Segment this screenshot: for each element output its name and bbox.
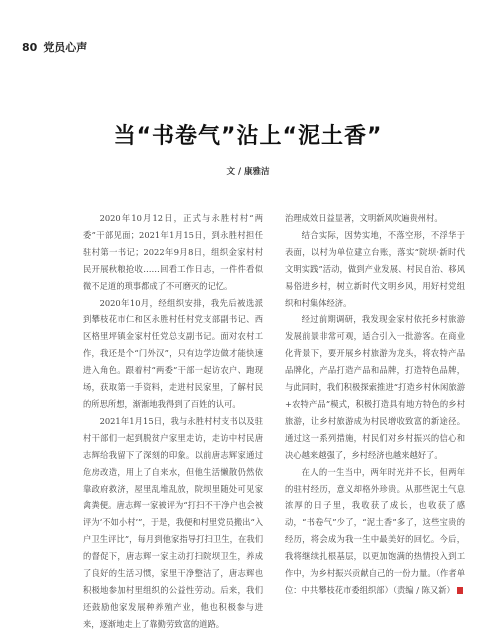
page-number: 80 [22,41,38,54]
paragraph: 治理成效日益显著，文明新风吹遍贵州村。 [285,213,443,223]
end-mark-icon [457,587,463,594]
page-header [22,39,87,55]
paragraph: 2021年1月15日，我与永胜村村支书以及驻村干部们一起到脱贫户家里走访，走访中村民唐志辉给我留下了深刻的印象。以前唐志辉家通过危房改造，用上了自来水，但他生活懒散仍然依靠政府救济，屋里乱堆乱放，院坝里随处可见家禽粪便。唐志辉一家被评为“打扫不干净户也会被评为‘不如小村’”，于是，我便和村里党员搬出“入户卫生评比”，每月到他家指导打扫卫生，在我们的督促下，唐志辉一家主动打扫院坝卫生，养成了良好的生活习惯，家里干净整洁了，唐志辉也积极地参加村里组织的公益性劳动。后来，我们还鼓励他家发展种养殖产业，他也积极参与进来，逐渐地走上了靠勤劳致富的道路。 [83,415,263,629]
column-name: 党员心声 [43,41,88,54]
left-column [83,210,263,633]
paragraph: 结合实际，因势实地，不落空形，不浮华于表面，以村为单位建立台账，落实“院坝·新时代文明实践”活动，做到产业发展、村民自治、移风易俗进乡村，树立新时代文明乡风，用好村党组织和村集体经济。 [285,229,465,308]
paragraph: 2020年10月，经组织安排，我先后被选派到攀枝花市仁和区永胜村任村党支部副书记、西区格里坪镇金家村任党总支副书记。面对农村工作，我还是个“门外汉”，只有边学边做才能快速进入角色。跟着村“两委”干部一起访农户、跑现场，获取第一手资料，走进村民家里，了解村民的所思所想，渐渐地我得到了百姓的认可。 [83,297,263,409]
final-paragraph-text: 在人的一生当中，两年时光并不长，但两年的驻村经历，意义却格外珍贵。从那些泥土气息浓厚的日子里，我收获了成长，也收获了感动，“书卷气”少了，“泥土香”多了，这些宝贵的经历，将会成为我一生中最美好的回忆。今后，我将继续扎根基层，以更加饱满的热情投入到工作中，为乡村振兴贡献自己的一份力量。（作者单位：中共攀枝花市委组织部）（责编 / 陈又新） [285,466,465,595]
right-column [285,210,465,599]
article-title: 当“书卷气”沾上“泥土香” [113,124,383,149]
paragraph-final [285,464,465,599]
paragraph: 经过前期调研，我发现金家村依托乡村旅游发展前景非常可观，适合引入一批游客。在商业化背景下，要开展乡村旅游为龙头，将农特产品品牌化，产品打造产品和品牌，打造特色品牌，与此同时，我们积极探索推进“打造乡村休闲旅游+农特产品”模式，积极打造具有地方特色的乡村旅游，让乡村旅游成为村民增收致富的新途径。通过这一系列措施，村民们对乡村振兴的信心和决心越来越强了，乡村经济也越来越好了。 [285,314,465,460]
paragraph: 2020年10月12日，正式与永胜村村“两委”干部见面；2021年1月15日，到永胜村担任驻村第一书记；2022年9月8日，组织金家村村民开展秋粮抢收……回看工作日志，一件件看似微不足道的琐事都成了不可磨灭的记忆。 [83,213,263,291]
article-author: 文 / 康雅洁 [226,167,270,177]
